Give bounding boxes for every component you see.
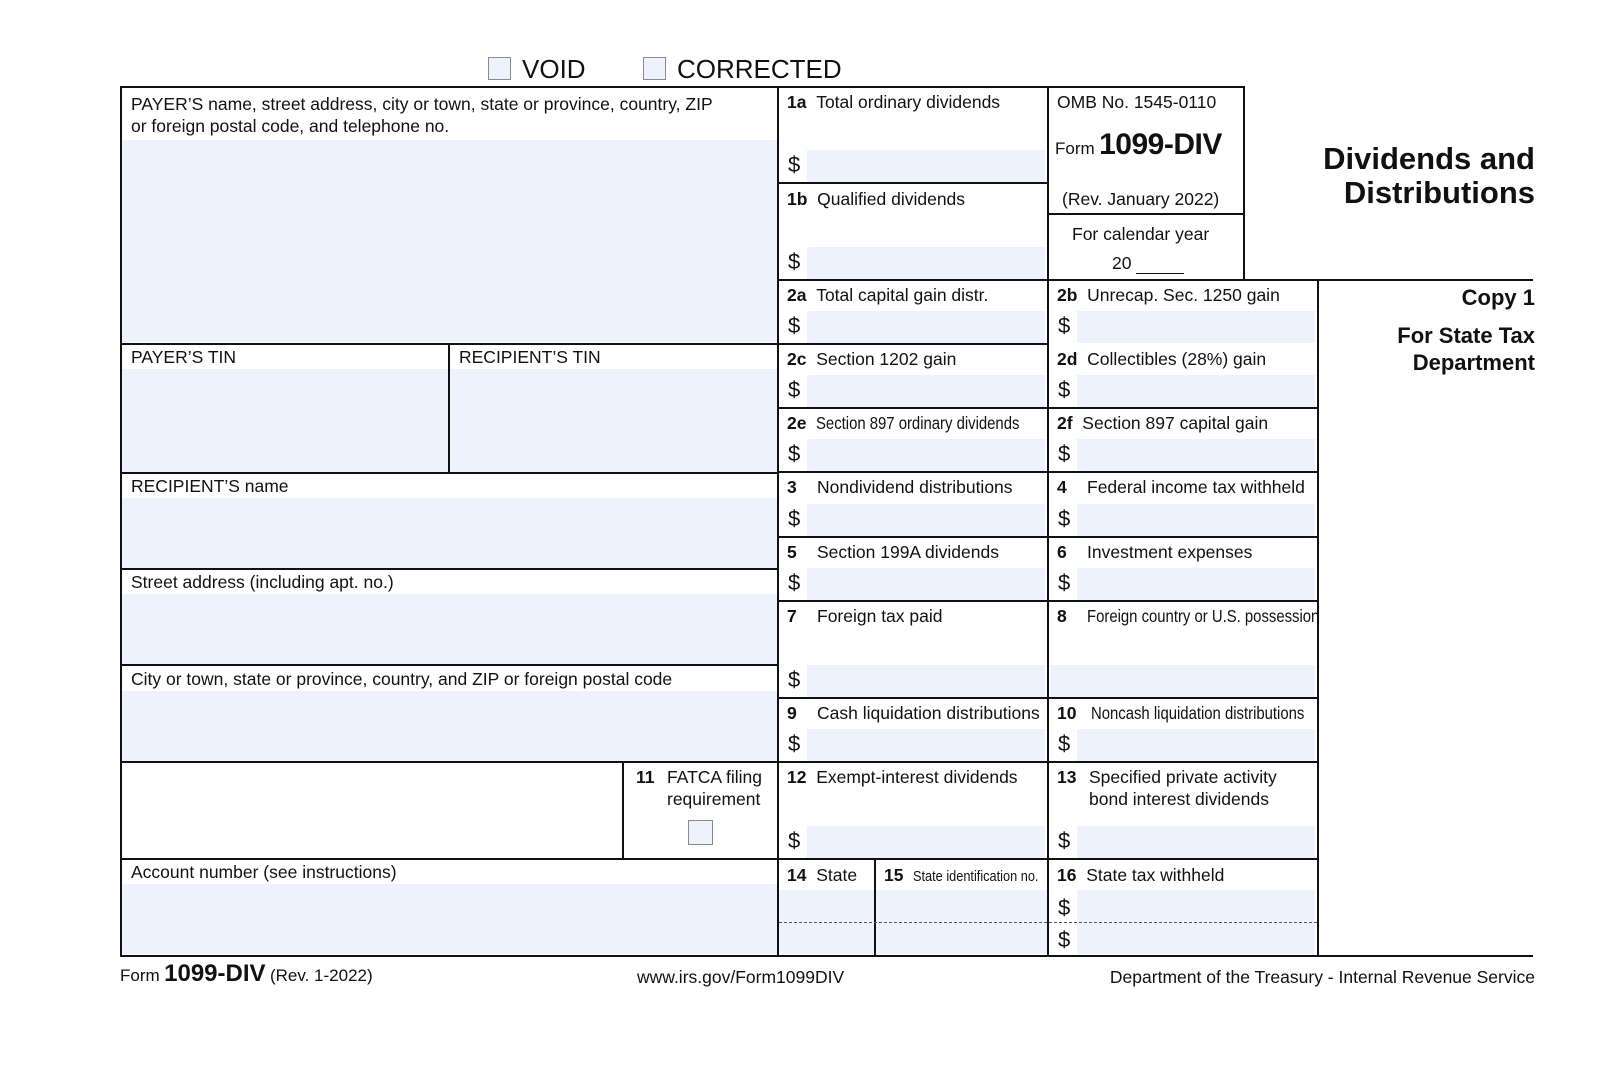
box-16-dollar-2: $ — [1058, 927, 1071, 952]
fatca-label-2: requirement — [667, 789, 761, 809]
box-2f-field[interactable] — [1077, 439, 1315, 471]
box-10-label: 10 Noncash liquidation distributions — [1057, 703, 1305, 723]
box-1b-dollar: $ — [788, 249, 801, 274]
box-2f-label: 2f Section 897 capital gain — [1057, 413, 1269, 433]
box-2a-dollar: $ — [788, 313, 801, 338]
calendar-year-input[interactable] — [1136, 251, 1184, 273]
box-3-label: 3 Nondividend distributions — [787, 477, 1013, 497]
calendar-year-label: For calendar year — [1072, 224, 1210, 244]
recipient-tin-field[interactable] — [450, 369, 777, 472]
box-2d-label: 2d Collectibles (28%) gain — [1057, 349, 1267, 369]
street-address-label: Street address (including apt. no.) — [131, 572, 394, 592]
box-14-label: 14 State — [787, 865, 858, 885]
box-7-label: 7 Foreign tax paid — [787, 606, 943, 626]
box-13-dollar: $ — [1058, 828, 1071, 853]
box-11-number: 11 — [636, 767, 655, 787]
box-2b-dollar: $ — [1058, 313, 1071, 338]
box-2f-dollar: $ — [1058, 441, 1071, 466]
city-field[interactable] — [121, 691, 777, 761]
box-1b-label: 1b Qualified dividends — [787, 189, 966, 209]
city-label: City or town, state or province, country, and ZIP or foreign postal code — [131, 669, 673, 689]
box-2c-dollar: $ — [788, 377, 801, 402]
fatca-checkbox[interactable] — [688, 820, 713, 845]
box-1a-dollar: $ — [788, 152, 801, 177]
form-revision: (Rev. January 2022) — [1062, 189, 1220, 209]
recipient-tin-label: RECIPIENT’S TIN — [459, 347, 601, 367]
corrected-checkbox[interactable] — [643, 57, 666, 80]
box-15-label: 15 State identification no. — [884, 865, 1039, 885]
box-1a-field[interactable] — [807, 150, 1045, 183]
box-2d-dollar: $ — [1058, 377, 1071, 402]
recipient-name-label: RECIPIENT’S name — [131, 476, 289, 496]
box-2d-field[interactable] — [1077, 375, 1315, 407]
box-4-label: 4 Federal income tax withheld — [1057, 477, 1305, 497]
payer-info-field[interactable] — [121, 140, 777, 342]
box-5-dollar: $ — [788, 570, 801, 595]
box-16-label: 16 State tax withheld — [1057, 865, 1225, 885]
box-12-dollar: $ — [788, 828, 801, 853]
box-2c-field[interactable] — [807, 375, 1045, 407]
box-5-label: 5 Section 199A dividends — [787, 542, 999, 562]
box-2b-label: 2b Unrecap. Sec. 1250 gain — [1057, 285, 1280, 305]
box-10-field[interactable] — [1077, 729, 1315, 761]
footer-department: Department of the Treasury - Internal Revenue Service — [1109, 967, 1535, 987]
box-13-label: 13 Specified private activity — [1057, 767, 1277, 787]
box-7-field[interactable] — [807, 665, 1045, 697]
box-12-label: 12 Exempt-interest dividends — [787, 767, 1018, 787]
box-9-label: 9 Cash liquidation distributions — [787, 703, 1040, 723]
box-3-dollar: $ — [788, 506, 801, 531]
box-2a-label: 2a Total capital gain distr. — [787, 285, 989, 305]
copy-label: Copy 1 — [1461, 285, 1535, 310]
box-7-dollar: $ — [788, 667, 801, 692]
street-address-field[interactable] — [121, 594, 777, 664]
box-2b-field[interactable] — [1077, 311, 1315, 343]
copy-recipient: For State Tax Department — [1397, 323, 1535, 375]
box-2e-dollar: $ — [788, 441, 801, 466]
box-4-field[interactable] — [1077, 504, 1315, 536]
box-2e-field[interactable] — [807, 439, 1045, 471]
box-12-field[interactable] — [807, 826, 1045, 858]
payer-tin-field[interactable] — [121, 369, 449, 472]
footer-form-id: Form 1099-DIV (Rev. 1-2022) — [120, 960, 373, 987]
omb-number: OMB No. 1545-0110 — [1057, 92, 1217, 112]
footer-url: www.irs.gov/Form1099DIV — [637, 967, 845, 987]
void-checkbox[interactable] — [488, 57, 511, 80]
form-id: Form 1099-DIV — [1055, 128, 1222, 161]
box-2e-label: 2e Section 897 ordinary dividends — [787, 413, 1020, 433]
box-1b-field[interactable] — [807, 247, 1045, 280]
box-2c-label: 2c Section 1202 gain — [787, 349, 957, 369]
account-number-label: Account number (see instructions) — [131, 862, 397, 882]
void-label: VOID — [522, 54, 586, 84]
box-8-field[interactable] — [1050, 665, 1315, 697]
calendar-year-prefix: 20 — [1112, 253, 1132, 273]
box-2a-field[interactable] — [807, 311, 1045, 343]
payer-info-label: PAYER’S name, street address, city or town, state or province, country, ZIP — [131, 94, 713, 114]
box-9-field[interactable] — [807, 729, 1045, 761]
payer-info-label-2: or foreign postal code, and telephone no. — [131, 116, 450, 136]
box-4-dollar: $ — [1058, 506, 1071, 531]
box-6-field[interactable] — [1077, 568, 1315, 600]
fatca-label: FATCA filing — [667, 767, 762, 787]
box-10-dollar: $ — [1058, 731, 1071, 756]
box-5-field[interactable] — [807, 568, 1045, 600]
box-3-field[interactable] — [807, 504, 1045, 536]
box-1a-label: 1a Total ordinary dividends — [787, 92, 1001, 112]
box-8-label: 8 Foreign country or U.S. possession — [1057, 606, 1320, 626]
box-9-dollar: $ — [788, 731, 801, 756]
box-6-label: 6 Investment expenses — [1057, 542, 1253, 562]
box-16-dollar-1: $ — [1058, 895, 1071, 920]
box-13-field[interactable] — [1077, 826, 1315, 858]
corrected-label: CORRECTED — [677, 54, 842, 84]
box-6-dollar: $ — [1058, 570, 1071, 595]
account-number-field[interactable] — [121, 884, 777, 954]
recipient-name-field[interactable] — [121, 498, 777, 568]
box-13-label-2: bond interest dividends — [1089, 789, 1269, 809]
form-title: Dividends and Distributions — [1323, 141, 1535, 210]
payer-tin-label: PAYER’S TIN — [131, 347, 237, 367]
